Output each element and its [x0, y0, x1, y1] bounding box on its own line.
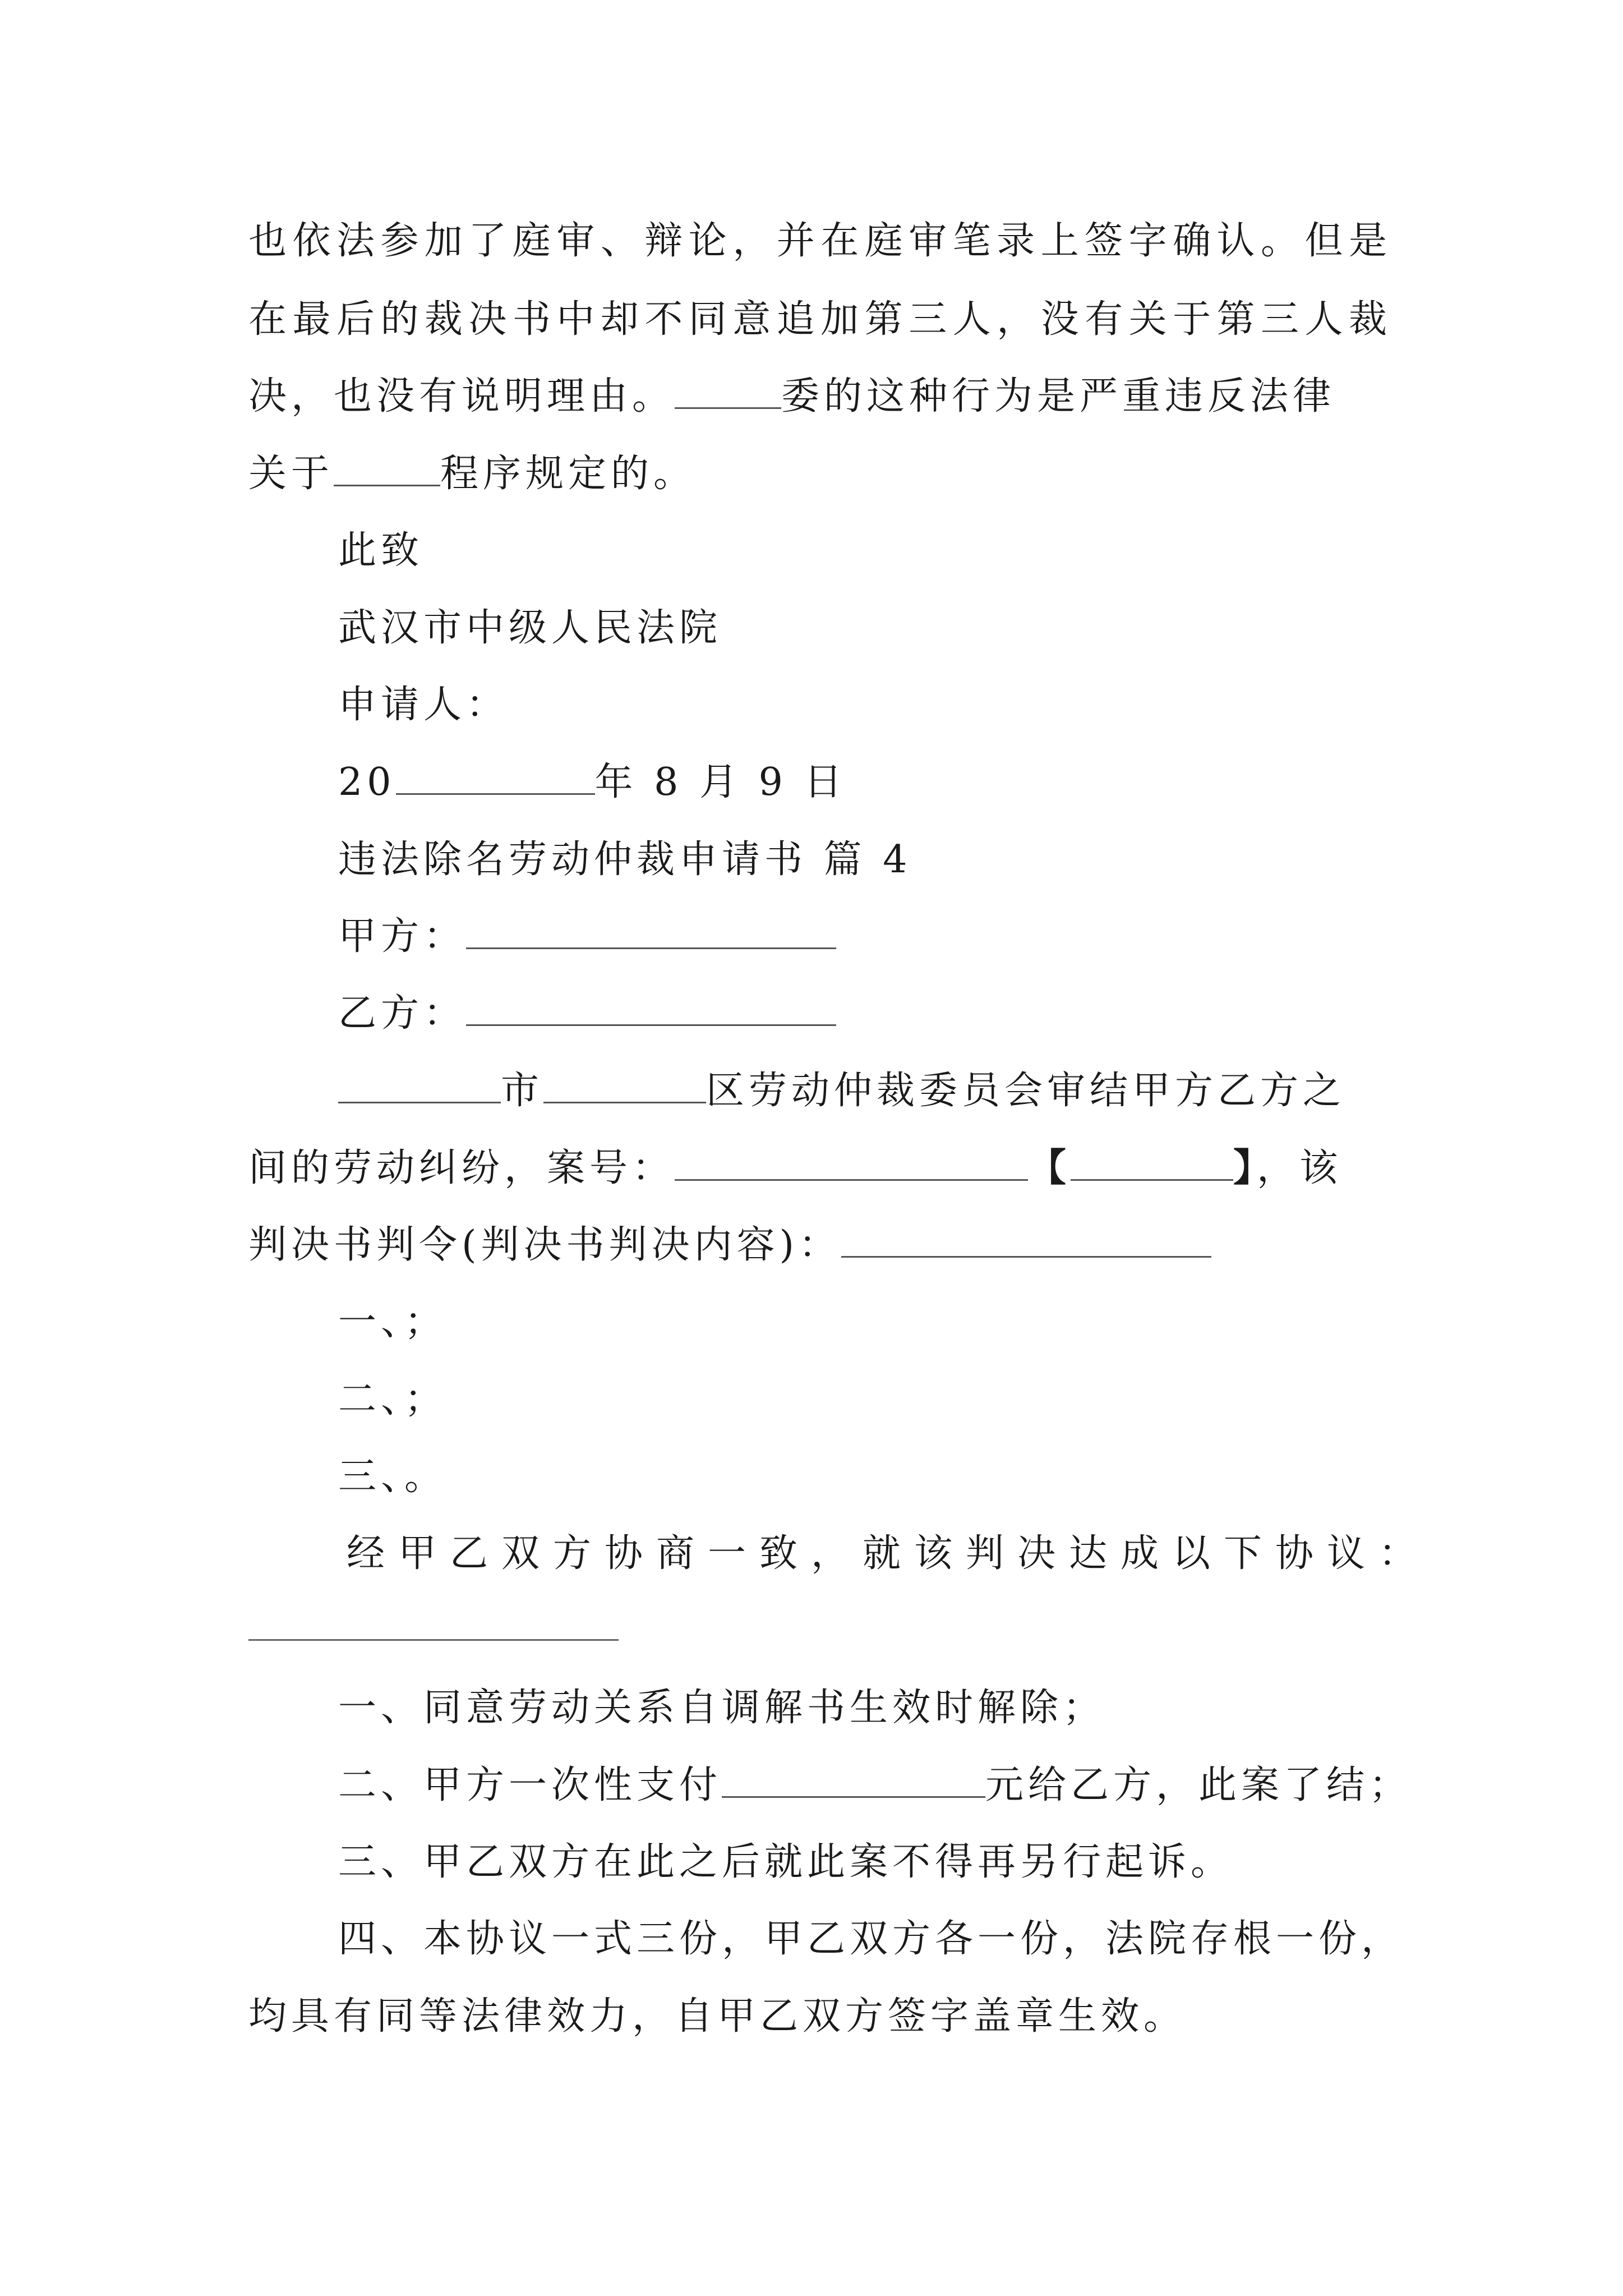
- list-item: [338, 1374, 447, 1425]
- party-b-line: [338, 988, 836, 1039]
- text: 间的劳动纠纷，案号：: [248, 1146, 675, 1190]
- text: 判决书判令(判决书判决内容)：: [248, 1223, 842, 1267]
- text: 区劳动仲裁委员会审结甲方乙方之: [706, 1069, 1346, 1113]
- text: 二、甲方一次性支付: [338, 1763, 722, 1807]
- paragraph-line: [338, 1066, 1345, 1116]
- text: 】: [1233, 1145, 1257, 1190]
- paragraph-line: [248, 1220, 1211, 1271]
- list-item: [338, 1297, 447, 1347]
- text: 申请人：: [338, 683, 509, 727]
- text: 均具有同等法律效力，自甲乙双方签字盖章生效。: [248, 1994, 1187, 2039]
- blank-field: [248, 1639, 619, 1641]
- text: 元给乙方，此案了结；: [985, 1763, 1412, 1807]
- applicant-label: [338, 680, 509, 730]
- text: 也依法参加了庭审、辩论，并在庭审笔录上签字确认。但是: [248, 219, 1387, 263]
- blank-field: [338, 1067, 501, 1103]
- party-a-line: [338, 912, 836, 962]
- text: 经甲乙双方协商一致，就该判决达成以下协议：: [347, 1531, 1431, 1576]
- salutation: [338, 526, 423, 576]
- blank-field: [675, 1144, 1028, 1181]
- clause: [338, 1683, 1105, 1733]
- text: 程序规定的。: [440, 452, 697, 496]
- paragraph-line: [248, 449, 696, 499]
- text: 三、。: [338, 1455, 448, 1499]
- blank-field: [396, 758, 595, 795]
- clause: [338, 1760, 1412, 1811]
- text: 武汉市中级人民法院: [338, 606, 722, 650]
- text: 三、甲乙双方在此之后就此案不得再另行起诉。: [338, 1840, 1234, 1884]
- text: 违法除名劳动仲裁申请书 篇 4: [338, 838, 912, 882]
- blank-field: [466, 990, 836, 1026]
- blank-field: [1071, 1144, 1233, 1181]
- text: 一、同意劳动关系自调解书生效时解除；: [338, 1686, 1106, 1730]
- text: 甲方：: [338, 914, 467, 959]
- paragraph-line: [248, 371, 1335, 422]
- paragraph-line: [248, 295, 1387, 345]
- text: 此致: [338, 528, 424, 573]
- paragraph-line: [248, 216, 1387, 266]
- blank-field: [543, 1067, 706, 1103]
- clause: [248, 1991, 1186, 2042]
- text: 二、；: [338, 1377, 448, 1421]
- text: 一、；: [338, 1300, 448, 1344]
- text: 委的这种行为是严重违反法律: [781, 374, 1336, 418]
- section-title: [338, 835, 912, 885]
- blank-field: [334, 450, 440, 486]
- recipient-court: [338, 603, 722, 654]
- agreement-intro: [347, 1529, 1430, 1579]
- date-line: [338, 757, 847, 808]
- blank-field: [722, 1761, 985, 1798]
- text: 【: [1028, 1145, 1071, 1190]
- text: 关于: [248, 452, 334, 496]
- text: 市: [501, 1069, 544, 1113]
- blank-field: [841, 1221, 1211, 1258]
- text: 四、本协议一式三份，甲乙双方各一份，法院存根一份，: [338, 1917, 1404, 1961]
- text: ，该: [1257, 1146, 1343, 1190]
- text: 乙方：: [338, 991, 467, 1036]
- blank-field: [466, 913, 836, 949]
- text: 在最后的裁决书中却不同意追加第三人，没有关于第三人裁: [248, 297, 1387, 342]
- text: 20: [338, 760, 396, 804]
- text: 年 8 月 9 日: [594, 760, 847, 804]
- clause: [338, 1914, 1404, 1964]
- list-item: [338, 1452, 447, 1502]
- paragraph-line: [248, 1143, 1342, 1194]
- clause: [338, 1837, 1233, 1888]
- text: 决，也没有说明理由。: [248, 374, 675, 418]
- blank-field: [675, 372, 781, 409]
